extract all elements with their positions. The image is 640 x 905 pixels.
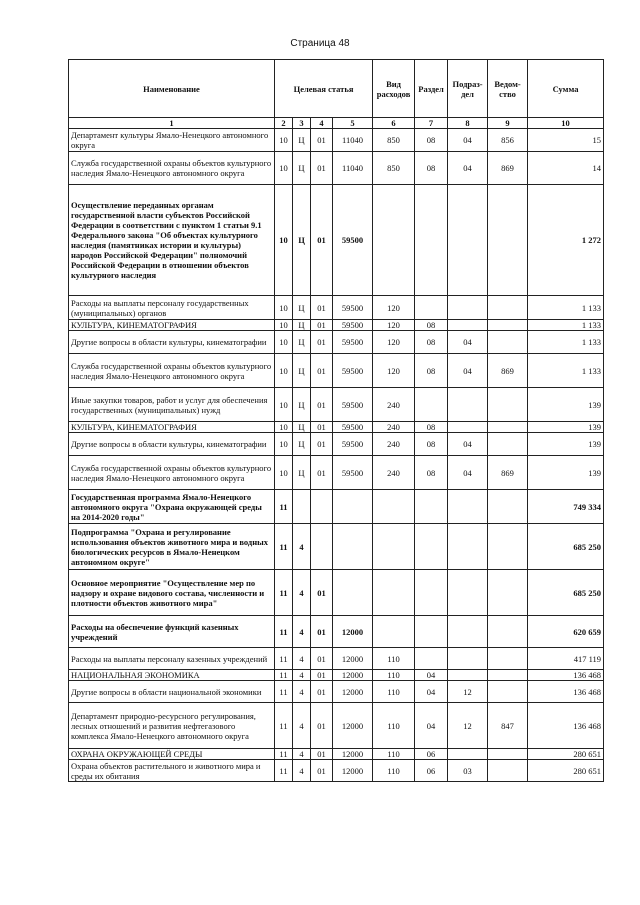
section-code: [415, 524, 448, 570]
section-code: 08: [415, 331, 448, 354]
row-name: Расходы на выплаты персоналу государственных (муниципальных) органов: [69, 296, 275, 320]
target-code-4: 59500: [333, 456, 373, 490]
target-code-4: 12000: [333, 648, 373, 670]
subsection-code: [448, 490, 488, 524]
target-code-3: 01: [311, 760, 333, 782]
table-row: [69, 681, 604, 703]
sum-value: 136 468: [528, 681, 604, 703]
section-code: [415, 185, 448, 296]
target-code-4: 59500: [333, 422, 373, 433]
target-code-3: 01: [311, 703, 333, 749]
target-code-1: 10: [275, 422, 293, 433]
col-number: 10: [528, 118, 604, 129]
col-number: 8: [448, 118, 488, 129]
target-code-2: 4: [293, 616, 311, 648]
target-code-4: 59500: [333, 331, 373, 354]
target-code-3: 01: [311, 456, 333, 490]
expense-type: 120: [373, 320, 415, 331]
department-code: 869: [488, 152, 528, 185]
target-code-4: 11040: [333, 129, 373, 152]
section-code: 08: [415, 422, 448, 433]
target-code-1: 10: [275, 152, 293, 185]
target-code-2: Ц: [293, 354, 311, 388]
department-code: [488, 670, 528, 681]
target-code-3: 01: [311, 185, 333, 296]
target-code-1: 10: [275, 296, 293, 320]
subsection-code: 04: [448, 129, 488, 152]
department-code: [488, 760, 528, 782]
expense-type: 110: [373, 670, 415, 681]
header-subsection: Подраз-дел: [448, 60, 488, 118]
target-code-3: 01: [311, 749, 333, 760]
department-code: [488, 433, 528, 456]
sum-value: 1 133: [528, 296, 604, 320]
target-code-1: 11: [275, 703, 293, 749]
target-code-3: 01: [311, 296, 333, 320]
header-department: Ведом-ство: [488, 60, 528, 118]
table-row: [69, 129, 604, 152]
subsection-code: [448, 388, 488, 422]
target-code-3: 01: [311, 616, 333, 648]
row-name: НАЦИОНАЛЬНАЯ ЭКОНОМИКА: [69, 670, 275, 681]
department-code: 847: [488, 703, 528, 749]
target-code-2: 4: [293, 524, 311, 570]
target-code-3: 01: [311, 331, 333, 354]
target-code-2: [293, 490, 311, 524]
sum-value: 1 133: [528, 320, 604, 331]
target-code-2: 4: [293, 681, 311, 703]
target-code-2: Ц: [293, 422, 311, 433]
target-code-2: 4: [293, 570, 311, 616]
sum-value: 139: [528, 388, 604, 422]
row-name: Расходы на обеспечение функций казенных учреждений: [69, 616, 275, 648]
subsection-code: 04: [448, 456, 488, 490]
target-code-2: 4: [293, 703, 311, 749]
target-code-2: Ц: [293, 129, 311, 152]
department-code: [488, 570, 528, 616]
target-code-1: 11: [275, 490, 293, 524]
target-code-2: Ц: [293, 320, 311, 331]
subsection-code: [448, 524, 488, 570]
row-name: Основное мероприятие "Осуществление мер по надзору и охране видового состава, численности и плотности объектов животного мира": [69, 570, 275, 616]
row-name: КУЛЬТУРА, КИНЕМАТОГРАФИЯ: [69, 320, 275, 331]
expense-type: [373, 570, 415, 616]
sum-value: 1 133: [528, 354, 604, 388]
table-row: [69, 331, 604, 354]
department-code: [488, 422, 528, 433]
sum-value: 15: [528, 129, 604, 152]
subsection-code: 12: [448, 703, 488, 749]
section-code: [415, 490, 448, 524]
col-number: 9: [488, 118, 528, 129]
expense-type: 110: [373, 703, 415, 749]
row-name: Служба государственной охраны объектов культурного наследия Ямало-Ненецкого автономного округа: [69, 354, 275, 388]
expense-type: 240: [373, 422, 415, 433]
subsection-code: 04: [448, 331, 488, 354]
target-code-4: 59500: [333, 185, 373, 296]
department-code: 869: [488, 456, 528, 490]
target-code-1: 10: [275, 320, 293, 331]
target-code-3: 01: [311, 648, 333, 670]
section-code: 04: [415, 670, 448, 681]
table-row: [69, 296, 604, 320]
header-target: Целевая статья: [275, 60, 373, 118]
target-code-2: Ц: [293, 331, 311, 354]
target-code-3: 01: [311, 354, 333, 388]
department-code: 856: [488, 129, 528, 152]
sum-value: 417 119: [528, 648, 604, 670]
target-code-3: 01: [311, 433, 333, 456]
subsection-code: 04: [448, 433, 488, 456]
department-code: [488, 296, 528, 320]
subsection-code: [448, 296, 488, 320]
expense-type: 110: [373, 749, 415, 760]
target-code-4: 59500: [333, 388, 373, 422]
sum-value: 685 250: [528, 570, 604, 616]
expense-type: [373, 185, 415, 296]
row-name: Подпрограмма "Охрана и регулирование использования объектов животного мира и водных биологических ресурсов в Ямало-Ненецком автономном округе": [69, 524, 275, 570]
table-row: [69, 388, 604, 422]
table-row: [69, 648, 604, 670]
table-row: [69, 749, 604, 760]
sum-value: 14: [528, 152, 604, 185]
expense-type: 240: [373, 456, 415, 490]
target-code-1: 10: [275, 331, 293, 354]
target-code-3: 01: [311, 422, 333, 433]
department-code: [488, 681, 528, 703]
target-code-4: 12000: [333, 681, 373, 703]
target-code-1: 10: [275, 129, 293, 152]
table-row: [69, 760, 604, 782]
subsection-code: [448, 320, 488, 331]
sum-value: 136 468: [528, 670, 604, 681]
table-row: [69, 524, 604, 570]
section-code: 06: [415, 760, 448, 782]
section-code: [415, 648, 448, 670]
target-code-4: 11040: [333, 152, 373, 185]
subsection-code: [448, 670, 488, 681]
col-number: 5: [333, 118, 373, 129]
target-code-1: 11: [275, 570, 293, 616]
col-number: 4: [311, 118, 333, 129]
target-code-1: 11: [275, 648, 293, 670]
expense-type: 110: [373, 760, 415, 782]
subsection-code: [448, 422, 488, 433]
target-code-1: 11: [275, 524, 293, 570]
target-code-1: 10: [275, 456, 293, 490]
row-name: Другие вопросы в области культуры, кинематографии: [69, 331, 275, 354]
subsection-code: [448, 749, 488, 760]
target-code-2: 4: [293, 760, 311, 782]
sum-value: 280 651: [528, 749, 604, 760]
budget-table: [68, 59, 604, 782]
section-code: 08: [415, 456, 448, 490]
section-code: 08: [415, 152, 448, 185]
department-code: [488, 648, 528, 670]
department-code: [488, 524, 528, 570]
expense-type: [373, 524, 415, 570]
target-code-3: 01: [311, 129, 333, 152]
table-row: [69, 570, 604, 616]
subsection-code: 12: [448, 681, 488, 703]
target-code-4: [333, 570, 373, 616]
table-body: [69, 129, 604, 782]
target-code-4: 59500: [333, 354, 373, 388]
target-code-2: Ц: [293, 152, 311, 185]
row-name: ОХРАНА ОКРУЖАЮЩЕЙ СРЕДЫ: [69, 749, 275, 760]
department-code: [488, 749, 528, 760]
target-code-4: [333, 490, 373, 524]
target-code-2: Ц: [293, 433, 311, 456]
sum-value: 620 659: [528, 616, 604, 648]
sum-value: 1 133: [528, 331, 604, 354]
target-code-4: [333, 524, 373, 570]
target-code-2: Ц: [293, 388, 311, 422]
target-code-2: Ц: [293, 456, 311, 490]
section-code: [415, 616, 448, 648]
expense-type: 120: [373, 331, 415, 354]
expense-type: 850: [373, 152, 415, 185]
col-number: 6: [373, 118, 415, 129]
sum-value: 139: [528, 456, 604, 490]
target-code-1: 10: [275, 185, 293, 296]
column-number-row: [69, 118, 604, 129]
target-code-1: 11: [275, 760, 293, 782]
table-row: [69, 354, 604, 388]
target-code-1: 10: [275, 354, 293, 388]
row-name: Департамент природно-ресурсного регулирования, лесных отношений и развития нефтегазового комплекса Ямало-Ненецкого автономного округа: [69, 703, 275, 749]
expense-type: 120: [373, 354, 415, 388]
table-row: [69, 490, 604, 524]
col-number: 2: [275, 118, 293, 129]
department-code: [488, 490, 528, 524]
target-code-1: 11: [275, 681, 293, 703]
header-exp-type: Вид расходов: [373, 60, 415, 118]
target-code-3: 01: [311, 570, 333, 616]
row-name: Государственная программа Ямало-Ненецкого автономного округа "Охрана окружающей среды на 2014-2020 годы": [69, 490, 275, 524]
target-code-3: 01: [311, 681, 333, 703]
target-code-3: 01: [311, 388, 333, 422]
header-name: Наименование: [69, 60, 275, 118]
section-code: 06: [415, 749, 448, 760]
header-row: [69, 60, 604, 118]
section-code: 04: [415, 681, 448, 703]
table-row: [69, 670, 604, 681]
department-code: [488, 388, 528, 422]
target-code-3: [311, 524, 333, 570]
sum-value: 139: [528, 422, 604, 433]
table-row: [69, 433, 604, 456]
target-code-2: Ц: [293, 296, 311, 320]
target-code-2: 4: [293, 648, 311, 670]
target-code-4: 12000: [333, 670, 373, 681]
target-code-4: 12000: [333, 703, 373, 749]
sum-value: 685 250: [528, 524, 604, 570]
sum-value: 136 468: [528, 703, 604, 749]
row-name: Расходы на выплаты персоналу казенных учреждений: [69, 648, 275, 670]
table-row: [69, 185, 604, 296]
target-code-4: 59500: [333, 296, 373, 320]
expense-type: [373, 616, 415, 648]
department-code: 869: [488, 354, 528, 388]
target-code-3: [311, 490, 333, 524]
target-code-4: 59500: [333, 433, 373, 456]
target-code-1: 10: [275, 388, 293, 422]
expense-type: 110: [373, 648, 415, 670]
row-name: Другие вопросы в области культуры, кинематографии: [69, 433, 275, 456]
sum-value: 749 334: [528, 490, 604, 524]
table-row: [69, 152, 604, 185]
section-code: 08: [415, 129, 448, 152]
subsection-code: 04: [448, 354, 488, 388]
header-section: Раздел: [415, 60, 448, 118]
table-row: [69, 320, 604, 331]
header-sum: Сумма: [528, 60, 604, 118]
target-code-4: 12000: [333, 749, 373, 760]
page-label: Страница 48: [290, 38, 350, 49]
row-name: Охрана объектов растительного и животного мира и среды их обитания: [69, 760, 275, 782]
department-code: [488, 616, 528, 648]
expense-type: 240: [373, 388, 415, 422]
department-code: [488, 185, 528, 296]
section-code: [415, 570, 448, 616]
row-name: Служба государственной охраны объектов культурного наследия Ямало-Ненецкого автономного округа: [69, 152, 275, 185]
row-name: КУЛЬТУРА, КИНЕМАТОГРАФИЯ: [69, 422, 275, 433]
target-code-2: 4: [293, 670, 311, 681]
target-code-1: 10: [275, 433, 293, 456]
section-code: 08: [415, 433, 448, 456]
target-code-1: 11: [275, 749, 293, 760]
expense-type: 850: [373, 129, 415, 152]
sum-value: 280 651: [528, 760, 604, 782]
target-code-4: 12000: [333, 616, 373, 648]
target-code-3: 01: [311, 152, 333, 185]
col-number: 7: [415, 118, 448, 129]
department-code: [488, 320, 528, 331]
table-row: [69, 616, 604, 648]
col-number: 1: [69, 118, 275, 129]
expense-type: 120: [373, 296, 415, 320]
subsection-code: [448, 616, 488, 648]
subsection-code: [448, 648, 488, 670]
row-name: Иные закупки товаров, работ и услуг для обеспечения государственных (муниципальных) нужд: [69, 388, 275, 422]
section-code: 04: [415, 703, 448, 749]
subsection-code: [448, 570, 488, 616]
department-code: [488, 331, 528, 354]
section-code: [415, 296, 448, 320]
expense-type: 240: [373, 433, 415, 456]
sum-value: 1 272: [528, 185, 604, 296]
target-code-2: Ц: [293, 185, 311, 296]
sum-value: 139: [528, 433, 604, 456]
section-code: [415, 388, 448, 422]
expense-type: 110: [373, 681, 415, 703]
subsection-code: [448, 185, 488, 296]
subsection-code: 03: [448, 760, 488, 782]
table-row: [69, 456, 604, 490]
row-name: Департамент культуры Ямало-Ненецкого автономного округа: [69, 129, 275, 152]
row-name: Осуществление переданных органам государственной власти субъектов Российской Федерации в соответствии с пунктом 1 статьи 9.1 Федерального закона "Об объектах культурного наследия (памятниках истории и культуры) народов Российской Федерации" полномочий Российской Федерации в отношении объектов культурного наследия: [69, 185, 275, 296]
target-code-4: 12000: [333, 760, 373, 782]
table-row: [69, 703, 604, 749]
target-code-4: 59500: [333, 320, 373, 331]
row-name: Служба государственной охраны объектов культурного наследия Ямало-Ненецкого автономного округа: [69, 456, 275, 490]
expense-type: [373, 490, 415, 524]
subsection-code: 04: [448, 152, 488, 185]
section-code: 08: [415, 320, 448, 331]
table-row: [69, 422, 604, 433]
row-name: Другие вопросы в области национальной экономики: [69, 681, 275, 703]
target-code-2: 4: [293, 749, 311, 760]
col-number: 3: [293, 118, 311, 129]
target-code-3: 01: [311, 320, 333, 331]
section-code: 08: [415, 354, 448, 388]
target-code-1: 11: [275, 670, 293, 681]
target-code-1: 11: [275, 616, 293, 648]
target-code-3: 01: [311, 670, 333, 681]
